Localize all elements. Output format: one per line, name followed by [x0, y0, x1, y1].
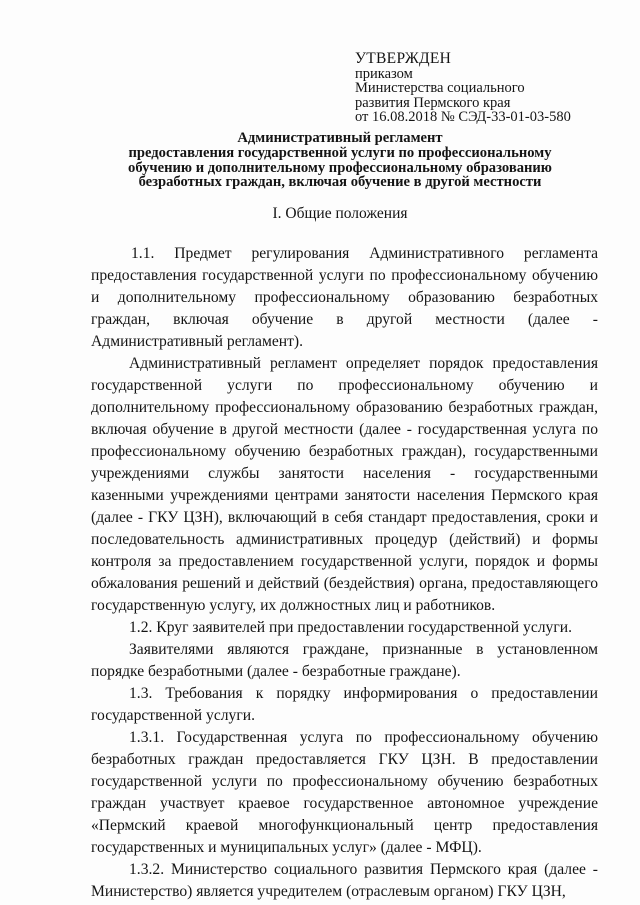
section-title: I. Общие положения: [272, 205, 408, 222]
title-line: безработных граждан, включая обучение в другой местности: [138, 174, 542, 191]
title-line: Административный регламент: [237, 130, 443, 146]
paragraph: Заявителями являются граждане, признанные в установленном порядке безработными (далее - безработные граждане).: [91, 641, 598, 680]
paragraph: 1.2. Круг заявителей при предоставлении государственной услуги.: [129, 619, 572, 636]
title-line: обучению и дополнительному профессиональному образованию: [128, 159, 552, 176]
title-line: предоставления государственной услуги по профессиональному: [128, 144, 552, 161]
paragraph: 1.3.2. Министерство социального развития Пермского края (далее - Министерство) является учредителем (отраслевым органом) ГКУ ЦЗН,: [91, 861, 598, 900]
approval-order-number: от 16.08.2018 № СЭД-33-01-03-580: [355, 109, 571, 126]
paragraph: Административный регламент определяет порядок предоставления государственной услуги по профессиональному обучению и дополнительному профессиональному образованию безработных граждан, включая обучение в другой местности (далее - государственная услуга по профессиональному обучению безработных граждан), государственными учреждениями службы занятости населения - государственными казенными учреждениями центрами занятости населения Пермского края (далее - ГКУ ЦЗН), включающий в себя стандарт предоставления, сроки и последовательность административных процедур (действий) и формы контроля за предоставлением государственной услуги, порядок и формы обжалования решений и действий (бездействия) органа, предоставляющего государственную услугу, их должностных лиц и работников.: [91, 355, 598, 614]
approval-line: развития Пермского края: [355, 94, 511, 111]
approval-line: приказом: [355, 65, 413, 82]
paragraph: 1.3. Требования к порядку информирования о предоставлении государственной услуги.: [91, 685, 598, 724]
paragraph: 1.1. Предмет регулирования Административного регламента предоставления государственной услуги по профессиональному обучению и дополнительному профессиональному образованию безработных граждан, включая обучение в другой местности (далее - Административный регламент).: [91, 245, 598, 350]
document-title: [80, 131, 600, 190]
approval-heading: УТВЕРЖДЕН: [355, 50, 452, 67]
document-body: [91, 243, 598, 903]
approval-stamp: [355, 52, 571, 125]
paragraph: 1.3.1. Государственная услуга по профессиональному обучению безработных граждан предоставляется ГКУ ЦЗН. В предоставлении государственной услуги по профессиональному обучению безработных граждан участвует краевое государственное автономное учреждение «Пермский краевой многофункциональный центр предоставления государственных и муниципальных услуг» (далее - МФЦ).: [91, 729, 598, 856]
approval-line: Министерства социального: [355, 80, 525, 97]
